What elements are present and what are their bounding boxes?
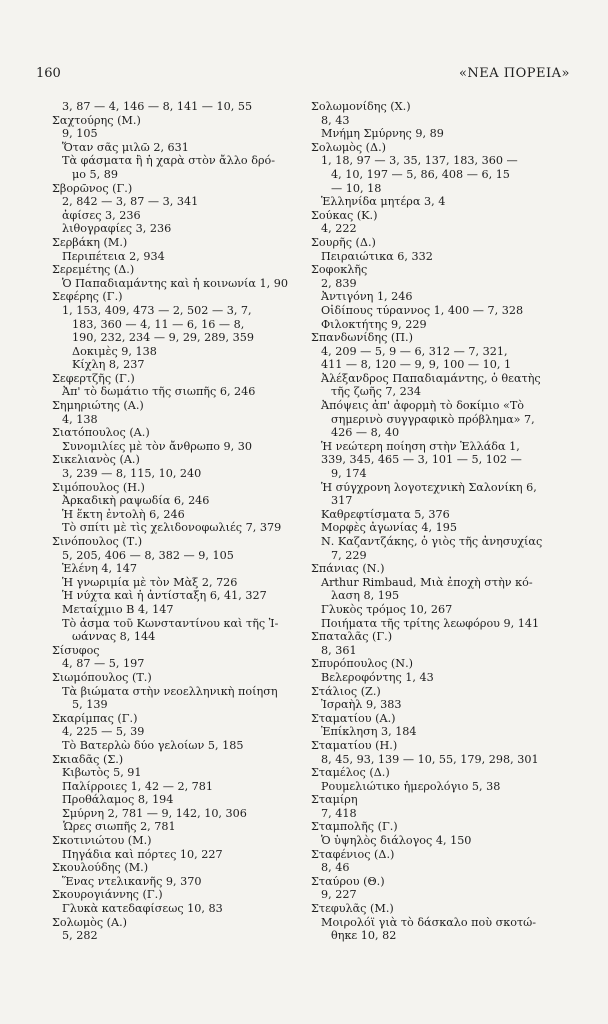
index-entry-line: 317 bbox=[331, 494, 353, 508]
index-entry-line: Ἰσραὴλ 9, 383 bbox=[321, 698, 402, 712]
index-entry-line: Ποιήματα τῆς τρίτης λεωφόρου 9, 141 bbox=[321, 616, 540, 630]
index-entry-line: σημερινὸ συγγραφικὸ πρόβλημα» 7, bbox=[331, 412, 535, 426]
index-entry-line: 5, 282 bbox=[62, 929, 98, 943]
index-entry-line: Ἡ νύχτα καὶ ἡ ἀντίσταξη 6, 41, 327 bbox=[62, 589, 267, 603]
index-entry-line: 2, 842 — 3, 87 — 3, 341 bbox=[62, 195, 199, 209]
index-entry-line: Ὁ Παπαδιαμάντης καὶ ἡ κοινωνία 1, 90 bbox=[62, 276, 288, 290]
index-entry-line: Arthur Rimbaud, Μιὰ ἐποχὴ στὴν κό- bbox=[321, 575, 533, 589]
index-entry-line: 5, 139 bbox=[72, 698, 108, 712]
index-entry-name: Σπάνιας (Ν.) bbox=[311, 562, 385, 576]
index-entry-name: Σιωμόπουλος (Τ.) bbox=[52, 670, 152, 684]
index-entry-line: Ἀντιγόνη 1, 246 bbox=[321, 290, 413, 304]
index-entry-name: Σταφένιος (Δ.) bbox=[311, 847, 395, 861]
index-entry-name: Σούκας (Κ.) bbox=[311, 208, 378, 222]
index-entry-line: Σμύρνη 2, 781 — 9, 142, 10, 306 bbox=[62, 806, 247, 820]
index-entry-line: Δοκιμὲς 9, 138 bbox=[72, 344, 157, 358]
index-entry-line: Πειραιώτικα 6, 332 bbox=[321, 249, 433, 263]
page-header bbox=[36, 66, 570, 81]
index-entry-line: Ἡ σύγχρονη λογοτεχνικὴ Σαλονίκη 6, bbox=[321, 480, 537, 494]
index-entry-name: Σαχτούρης (Μ.) bbox=[52, 113, 141, 127]
index-entry-line: 4, 222 bbox=[321, 222, 357, 236]
index-entry-name: Σταμίρη bbox=[311, 793, 358, 807]
index-entry-name: Σεφερτζῆς (Γ.) bbox=[52, 371, 135, 385]
index-entry-line: 190, 232, 234 — 9, 29, 289, 359 bbox=[72, 331, 254, 345]
index-entry-name: Σουρῆς (Δ.) bbox=[311, 235, 376, 249]
index-entry-line: 8, 361 bbox=[321, 643, 357, 657]
index-entry-line: Ὧρες σιωπῆς 2, 781 bbox=[62, 820, 176, 834]
index-entry-name: Σκιαδᾶς (Σ.) bbox=[52, 752, 124, 766]
index-entry-name: Σταύρου (Θ.) bbox=[311, 874, 385, 888]
index-entry-line: 9, 227 bbox=[321, 888, 357, 902]
index-entry-line: Τὰ φάσματα ἢ ἡ χαρὰ στὸν ἄλλο δρό- bbox=[62, 154, 276, 168]
index-entry-line: Περιπέτεια 2, 934 bbox=[62, 249, 165, 263]
index-entry-name: Σκοτινιώτου (Μ.) bbox=[52, 834, 152, 848]
index-entry-line: Ρουμελιώτικο ἡμερολόγιο 5, 38 bbox=[321, 779, 501, 793]
index-entry-line: Ἕνας ντελικανῆς 9, 370 bbox=[62, 874, 202, 888]
index-entry-line: Προθάλαμος 8, 194 bbox=[62, 793, 174, 807]
index-entry-line: 3, 239 — 8, 115, 10, 240 bbox=[62, 467, 202, 481]
index-entry-name: Σερεμέτης (Δ.) bbox=[52, 263, 135, 277]
index-entry-line: 426 — 8, 40 bbox=[331, 426, 400, 440]
index-entry-line: 7, 418 bbox=[321, 806, 357, 820]
index-entry-name: Σταμπολῆς (Γ.) bbox=[311, 820, 398, 834]
index-entry-name: Σινόπουλος (Τ.) bbox=[52, 535, 143, 548]
index-entry-name: Σημηριώτης (Α.) bbox=[52, 399, 144, 413]
index-entry-line: 1, 18, 97 — 3, 35, 137, 183, 360 — bbox=[321, 154, 518, 168]
index-entry-line: Πηγάδια καὶ πόρτες 10, 227 bbox=[62, 847, 223, 861]
index-entry-name: Σκουλούδης (Μ.) bbox=[52, 861, 149, 875]
index-entry-name: Σιμόπουλος (Η.) bbox=[52, 480, 145, 494]
index-entry-line: Γλυκὰ κατεδαφίσεως 10, 83 bbox=[62, 902, 223, 916]
index-entry-line: 4, 225 — 5, 39 bbox=[62, 725, 145, 739]
index-entry-line: Ὅταν σᾶς μιλῶ 2, 631 bbox=[62, 140, 189, 154]
index-entry-name: Σερβάκη (Μ.) bbox=[52, 235, 128, 249]
index-entry-line: 8, 43 bbox=[321, 113, 350, 127]
index-entry-line: 9, 105 bbox=[62, 127, 98, 141]
right-index-column bbox=[311, 100, 573, 943]
index-entry-line: 4, 209 — 5, 9 — 6, 312 — 7, 321, bbox=[321, 344, 508, 358]
index-entry-line: Γλυκὸς τρόμος 10, 267 bbox=[321, 602, 453, 616]
index-entry-line: Τὸ Βατερλὼ δύο γελοίων 5, 185 bbox=[62, 738, 244, 752]
index-entry-line: λαση 8, 195 bbox=[331, 589, 400, 603]
index-entry-line: 8, 45, 93, 139 — 10, 55, 179, 298, 301 bbox=[321, 752, 539, 766]
index-entry-line: 1, 153, 409, 473 — 2, 502 — 3, 7, bbox=[62, 303, 252, 317]
index-entry-name: Σταμέλος (Δ.) bbox=[311, 766, 390, 780]
index-entry-line: Ἡ γνωριμία μὲ τὸν Μὰξ 2, 726 bbox=[62, 575, 238, 589]
index-entry-line: Ἀπόψεις ἀπ' ἀφορμὴ τὸ δοκίμιο «Τὸ bbox=[321, 399, 525, 413]
index-entry-line: Ἀλέξανδρος Παπαδιαμάντης, ὁ θεατὴς bbox=[321, 371, 541, 385]
index-entry-line: θηκε 10, 82 bbox=[331, 929, 397, 943]
index-entry-line: Μνήμη Σμύρνης 9, 89 bbox=[321, 127, 444, 141]
index-entry-name: Σβορῶνος (Γ.) bbox=[52, 181, 133, 195]
index-entry-line: τῆς ζωῆς 7, 234 bbox=[331, 385, 422, 399]
index-entry-line: Ἐπίκληση 3, 184 bbox=[321, 725, 417, 739]
index-entry-name: Σολωμὸς (Δ.) bbox=[311, 140, 387, 154]
index-entry-name: Σκουρογιάννης (Γ.) bbox=[52, 888, 163, 902]
index-entry-name: Σεφέρης (Γ.) bbox=[52, 290, 123, 304]
index-entry-name: Σολωμὸς (Α.) bbox=[52, 915, 128, 929]
index-entry-line: ωάννας 8, 144 bbox=[72, 630, 156, 644]
index-entry-line: Κίχλη 8, 237 bbox=[72, 358, 145, 372]
index-entry-line: 3, 87 — 4, 146 — 8, 141 — 10, 55 bbox=[62, 100, 253, 113]
index-entry-line: Ἀπ' τὸ δωμάτιο τῆς σιωπῆς 6, 246 bbox=[62, 385, 256, 399]
index-entry-line: Κιβωτὸς 5, 91 bbox=[62, 766, 142, 780]
index-entry-name: Σικελιανὸς (Α.) bbox=[52, 453, 140, 467]
index-entry-line: Παλίρροιες 1, 42 — 2, 781 bbox=[62, 779, 214, 793]
index-entry-line: 4, 138 bbox=[62, 412, 98, 426]
index-entry-line: Μεταίχμιο Β 4, 147 bbox=[62, 602, 174, 616]
index-entry-line: Ἀρκαδικὴ ραψωδία 6, 246 bbox=[62, 494, 210, 508]
index-entry-line: 8, 46 bbox=[321, 861, 350, 875]
index-entry-name: Σπανδωνίδης (Π.) bbox=[311, 331, 413, 345]
index-entry-line: Καθρεφτίσματα 5, 376 bbox=[321, 507, 450, 521]
index-entry-line: Συνομιλίες μὲ τὸν ἄνθρωπο 9, 30 bbox=[62, 439, 253, 453]
index-entry-line: Ἑλένη 4, 147 bbox=[62, 562, 137, 576]
index-entry-line: — 10, 18 bbox=[331, 181, 382, 195]
journal-title: «ΝΕΑ ΠΟΡΕΙΑ» bbox=[458, 66, 570, 81]
index-entry-line: Οἰδίπους τύραννος 1, 400 — 7, 328 bbox=[321, 303, 524, 317]
index-entry-line: 183, 360 — 4, 11 — 6, 16 — 8, bbox=[72, 317, 245, 331]
index-entry-line: Ἡ ἕκτη ἐντολὴ 6, 246 bbox=[62, 507, 185, 521]
index-entry-name: Σοφοκλῆς bbox=[311, 263, 368, 277]
index-entry-line: Ν. Καζαντζάκης, ὁ γιὸς τῆς ἀνησυχίας bbox=[321, 535, 543, 548]
index-entry-line: 7, 229 bbox=[331, 548, 367, 562]
index-entry-line: ἀφίσες 3, 236 bbox=[62, 208, 141, 222]
index-entry-name: Σταματίου (Α.) bbox=[311, 711, 396, 725]
page-number: 160 bbox=[36, 66, 61, 81]
index-entry-line: Μοιρολόϊ γιὰ τὸ δάσκαλο ποὺ σκοτώ- bbox=[321, 915, 537, 929]
index-entry-line: Μορφὲς ἀγωνίας 4, 195 bbox=[321, 521, 457, 535]
index-entry-line: Τὰ βιώματα στὴν νεοελληνικὴ ποίηση bbox=[62, 684, 278, 698]
index-entry-line: 5, 205, 406 — 8, 382 — 9, 105 bbox=[62, 548, 234, 562]
index-entry-line: μο 5, 89 bbox=[72, 167, 119, 181]
left-index-column bbox=[52, 100, 302, 943]
index-entry-line: Ὁ ὑψηλὸς διάλογος 4, 150 bbox=[321, 834, 472, 848]
index-entry-name: Στεφυλᾶς (Μ.) bbox=[311, 902, 394, 916]
index-entry-line: Φιλοκτήτης 9, 229 bbox=[321, 317, 427, 331]
index-entry-line: 2, 839 bbox=[321, 276, 357, 290]
index-entry-name: Σολωμονίδης (Χ.) bbox=[311, 100, 411, 113]
index-entry-line: 339, 345, 465 — 3, 101 — 5, 102 — bbox=[321, 453, 522, 467]
index-entry-line: Ἑλληνίδα μητέρα 3, 4 bbox=[321, 195, 446, 209]
index-entry-name: Σπαταλᾶς (Γ.) bbox=[311, 630, 393, 644]
index-entry-name: Σιατόπουλος (Α.) bbox=[52, 426, 150, 440]
index-entry-name: Σίσυφος bbox=[52, 643, 100, 657]
index-entry-line: Τὸ ἆσμα τοῦ Κωνσταντίνου καὶ τῆς Ἰ- bbox=[62, 616, 279, 630]
index-entry-name: Σπυρόπουλος (Ν.) bbox=[311, 657, 413, 671]
index-entry-line: λιθογραφίες 3, 236 bbox=[62, 222, 172, 236]
index-entry-line: Ἡ νεώτερη ποίηση στὴν Ἑλλάδα 1, bbox=[321, 439, 520, 453]
index-entry-name: Σταματίου (Η.) bbox=[311, 738, 398, 752]
index-entry-name: Σκαρίμπας (Γ.) bbox=[52, 711, 138, 725]
index-entry-line: Βελεροφόντης 1, 43 bbox=[321, 670, 434, 684]
index-entry-line: Τὸ σπίτι μὲ τὶς χελιδονοφωλιές 7, 379 bbox=[62, 521, 282, 535]
index-entry-line: 4, 87 — 5, 197 bbox=[62, 657, 145, 671]
index-entry-name: Στάλιος (Ζ.) bbox=[311, 684, 381, 698]
index-entry-line: 411 — 8, 120 — 9, 9, 100 — 10, 1 bbox=[321, 358, 512, 372]
index-entry-line: 9, 174 bbox=[331, 467, 367, 481]
index-entry-line: 4, 10, 197 — 5, 86, 408 — 6, 15 bbox=[331, 167, 510, 181]
